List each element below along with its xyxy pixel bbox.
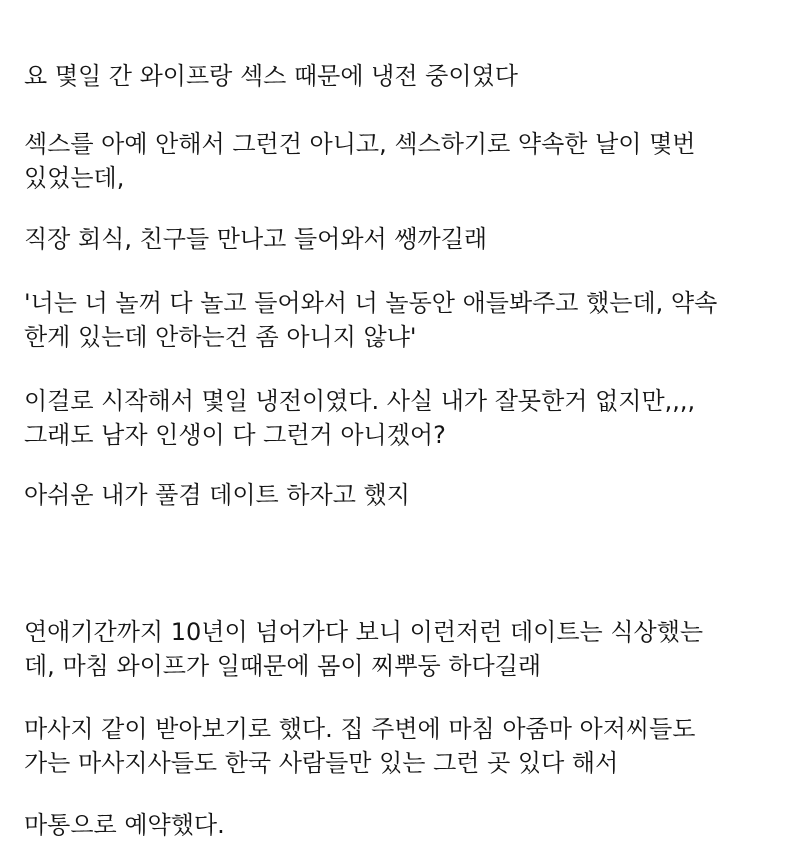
text-line: '너는 너 놀꺼 다 놀고 들어와서 너 놀동안 애들봐주고 했는데, 약속 xyxy=(24,289,718,317)
paragraph-2 xyxy=(24,127,695,195)
text-line: 아쉬운 내가 풀겸 데이트 하자고 했지 xyxy=(24,481,410,509)
paragraph-4 xyxy=(24,286,717,354)
text-line: 그래도 남자 인생이 다 그런거 아니겠어? xyxy=(24,421,446,449)
paragraph-9 xyxy=(24,808,225,842)
paragraph-6 xyxy=(24,478,410,512)
paragraph-3 xyxy=(24,222,487,256)
text-line: 직장 회식, 친구들 만나고 들어와서 쌩까길래 xyxy=(24,225,488,253)
paragraph-5 xyxy=(24,384,695,452)
text-line: 데, 마침 와이프가 일때문에 몸이 찌뿌둥 하다길래 xyxy=(24,652,542,680)
text-line: 있었는데, xyxy=(24,164,125,192)
text-line: 연애기간까지 10년이 넘어가다 보니 이런저런 데이트는 식상했는 xyxy=(24,618,704,646)
text-line: 가는 마사지사들도 한국 사람들만 있는 그런 곳 있다 해서 xyxy=(24,749,619,777)
paragraph-1 xyxy=(24,59,518,93)
text-line: 이걸로 시작해서 몇일 냉전이였다. 사실 내가 잘못한거 없지만,,,, xyxy=(24,387,696,415)
post-body xyxy=(24,0,784,864)
text-line: 마통으로 예약했다. xyxy=(24,811,225,839)
text-line: 요 몇일 간 와이프랑 섹스 때문에 냉전 중이였다 xyxy=(24,62,518,90)
text-line: 마사지 같이 받아보기로 했다. 집 주변에 마침 아줌마 아저씨들도 xyxy=(24,715,696,743)
paragraph-8 xyxy=(24,712,695,780)
text-line: 섹스를 아예 안해서 그런건 아니고, 섹스하기로 약속한 날이 몇번 xyxy=(24,130,696,158)
text-line: 한게 있는데 안하는건 좀 아니지 않냐' xyxy=(24,323,417,351)
paragraph-7 xyxy=(24,615,703,683)
